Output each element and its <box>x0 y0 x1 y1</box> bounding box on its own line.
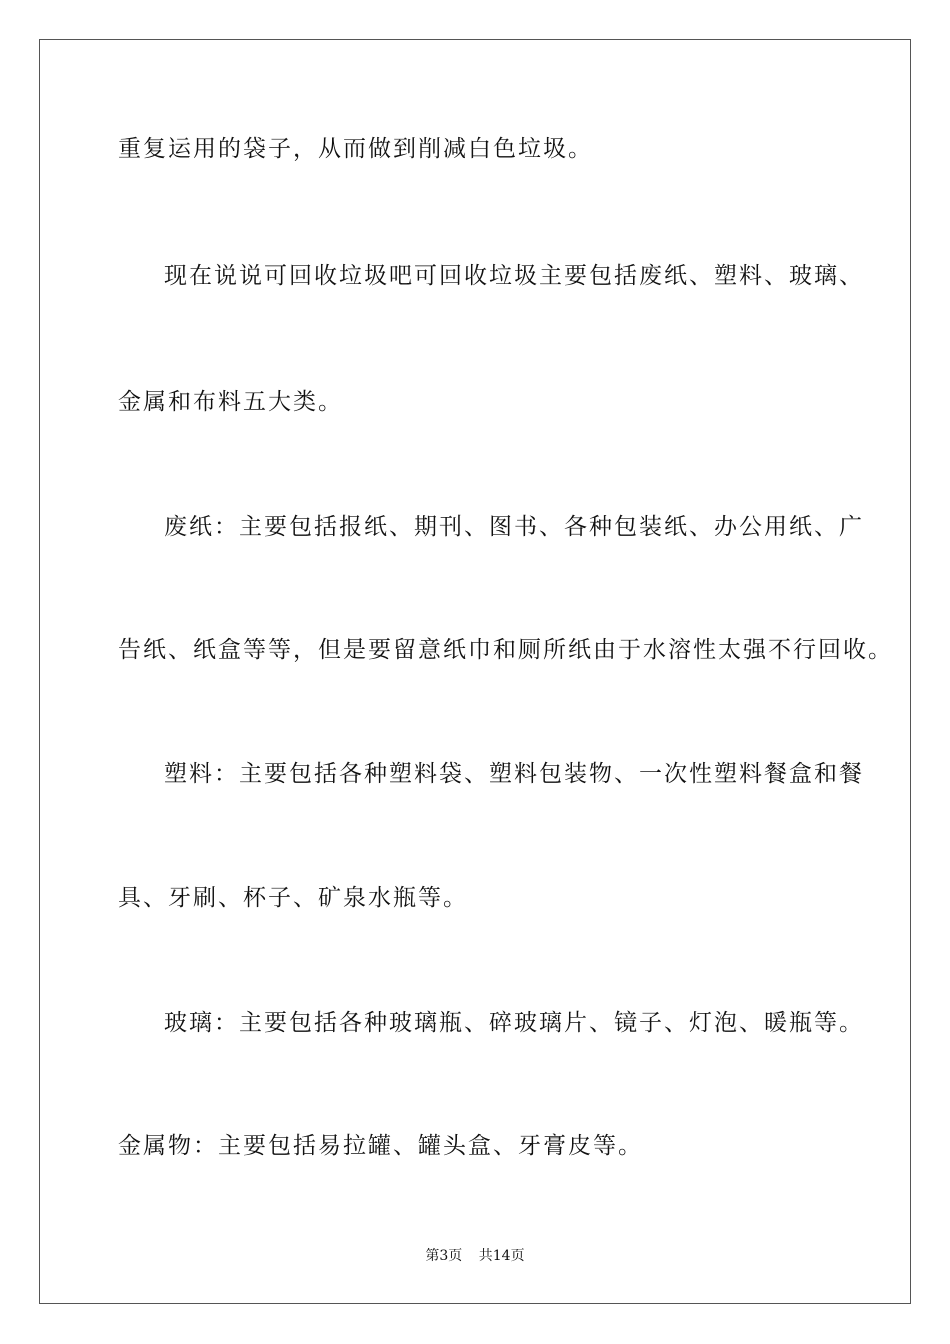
page-total: 共14页 <box>478 1248 525 1264</box>
text-line-4: 废纸：主要包括报纸、期刊、图书、各种包装纸、办公用纸、广 <box>164 514 864 540</box>
text-line-2: 现在说说可回收垃圾吧可回收垃圾主要包括废纸、塑料、玻璃、 <box>164 263 864 289</box>
text-line-5: 告纸、纸盒等等，但是要留意纸巾和厕所纸由于水溶性太强不行回收。 <box>118 637 893 663</box>
text-line-8: 玻璃：主要包括各种玻璃瓶、碎玻璃片、镜子、灯泡、暖瓶等。 <box>164 1010 864 1036</box>
page-number: 第3页 <box>425 1248 463 1264</box>
page-border <box>39 39 911 1304</box>
page-footer <box>0 1246 950 1266</box>
text-line-7: 具、牙刷、杯子、矿泉水瓶等。 <box>118 885 468 911</box>
text-line-6: 塑料：主要包括各种塑料袋、塑料包装物、一次性塑料餐盒和餐 <box>164 761 864 787</box>
text-line-3: 金属和布料五大类。 <box>118 389 343 415</box>
text-line-9: 金属物：主要包括易拉罐、罐头盒、牙膏皮等。 <box>118 1133 643 1159</box>
text-line-1: 重复运用的袋子，从而做到削减白色垃圾。 <box>118 136 593 162</box>
